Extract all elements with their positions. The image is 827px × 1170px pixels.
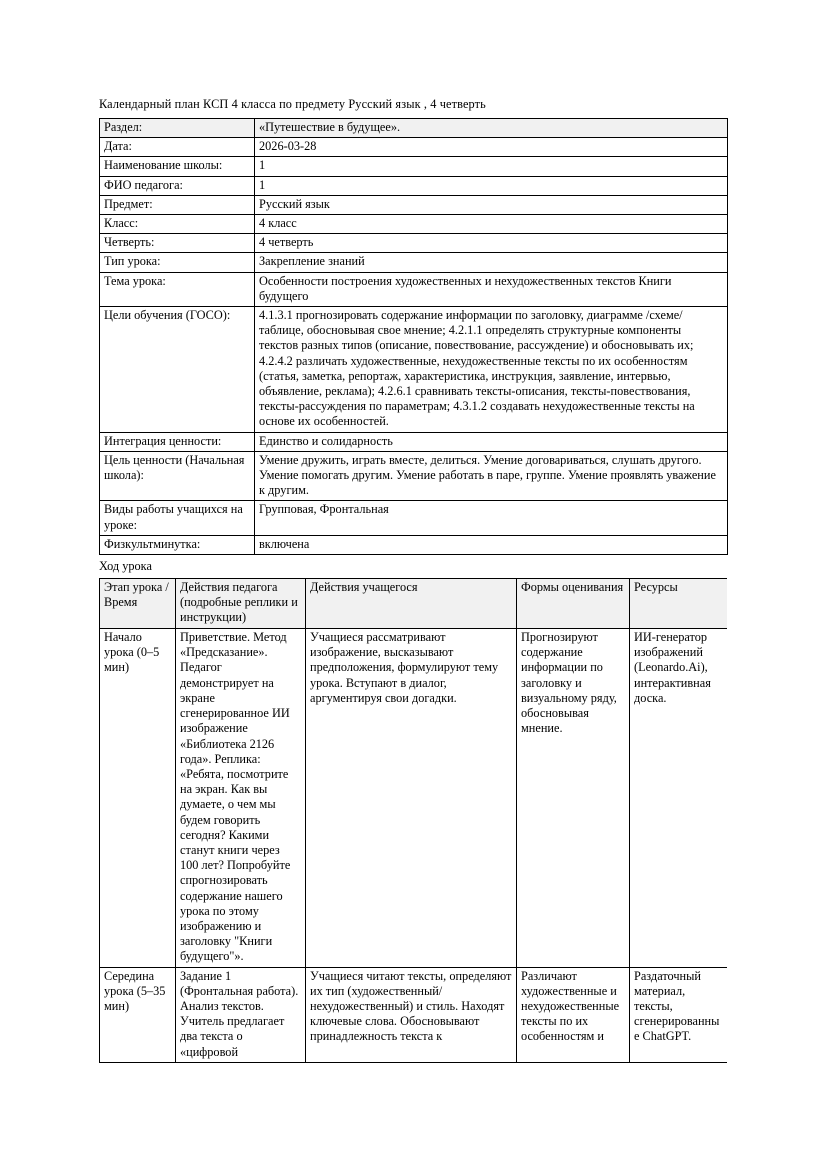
info-label: Физкультминутка: (100, 535, 255, 554)
info-value: Особенности построения художественных и нехудожественных текстов Книги будущего (255, 272, 728, 306)
info-value: Единство и солидарность (255, 432, 728, 451)
table-row (100, 234, 728, 253)
info-value: 4.1.3.1 прогнозировать содержание информации по заголовку, диаграмме /схеме/ таблице, обосновывая свое мнение; 4.2.1.1 определять структурные компоненты текстов разных типов (описание, повествование, рассуждение) и обосновывать их; 4.2.4.2 различать художественные, нехудожественные тексты по их особенностям (статья, заметка, репортаж, характеристика, инструкция, заявление, интервью, объявление, реклама); 4.2.6.1 сравнивать тексты-описания, тексты-повествования, тексты-рассуждения по параметрам; 4.3.1.2 создавать нехудожественные тексты на основе их особенностей. (255, 307, 728, 433)
info-label: Раздел: (100, 119, 255, 138)
info-label: Виды работы учащихся на уроке: (100, 501, 255, 535)
info-value: Умение дружить, играть вместе, делиться. Умение договариваться, слушать другого. Умение помогать другим. Умение работать в паре, группе. Умение проявлять уважение к другим. (255, 451, 728, 501)
lesson-flow-table (99, 578, 727, 1063)
info-value: 1 (255, 176, 728, 195)
table-row (100, 176, 728, 195)
info-label: Предмет: (100, 195, 255, 214)
table-header-row (100, 579, 728, 629)
cell-assessment: Различают художественные и нехудожественные тексты по их особенностям и (517, 967, 630, 1062)
info-value: 1 (255, 157, 728, 176)
table-row (100, 501, 728, 535)
info-label: Интеграция ценности: (100, 432, 255, 451)
info-value: включена (255, 535, 728, 554)
page-title: Календарный план КСП 4 класса по предмету Русский язык , 4 четверть (99, 97, 486, 111)
cell-resources: ИИ-генератор изображений (Leonardo.Ai), интерактивная доска. (630, 629, 728, 967)
section-heading-lesson-flow: Ход урока (99, 559, 152, 574)
info-value: Русский язык (255, 195, 728, 214)
cell-stage: Начало урока (0–5 мин) (100, 629, 176, 967)
info-label: Дата: (100, 138, 255, 157)
info-label: Цели обучения (ГОСО): (100, 307, 255, 433)
table-row (100, 535, 728, 554)
table-row (100, 451, 728, 501)
info-label: Цель ценности (Начальная школа): (100, 451, 255, 501)
col-header-stage: Этап урока / Время (100, 579, 176, 629)
table-row (100, 272, 728, 306)
col-header-resources: Ресурсы (630, 579, 728, 629)
info-label: Наименование школы: (100, 157, 255, 176)
info-label: Класс: (100, 215, 255, 234)
info-value: «Путешествие в будущее». (255, 119, 728, 138)
lesson-flow-head (100, 579, 728, 629)
lesson-flow-body (100, 629, 728, 1063)
table-row (100, 157, 728, 176)
lesson-flow-clip (99, 578, 727, 1063)
table-row (100, 629, 728, 967)
info-label: ФИО педагога: (100, 176, 255, 195)
info-value: Групповая, Фронтальная (255, 501, 728, 535)
col-header-student-actions: Действия учащегося (306, 579, 517, 629)
lesson-info-table (99, 118, 728, 555)
info-value: Закрепление знаний (255, 253, 728, 272)
info-value: 2026-03-28 (255, 138, 728, 157)
table-row (100, 215, 728, 234)
info-value: 4 четверть (255, 234, 728, 253)
info-value: 4 класс (255, 215, 728, 234)
info-label: Тип урока: (100, 253, 255, 272)
lesson-info-body (100, 119, 728, 555)
table-row (100, 195, 728, 214)
cell-teacher-actions: Задание 1 (Фронтальная работа). Анализ текстов. Учитель предлагает два текста о «цифровой (176, 967, 306, 1062)
table-row (100, 138, 728, 157)
table-row (100, 119, 728, 138)
table-row (100, 967, 728, 1062)
cell-stage: Середина урока (5–35 мин) (100, 967, 176, 1062)
cell-teacher-actions: Приветствие. Метод «Предсказание». Педагог демонстрирует на экране сгенерированное ИИ изображение «Библиотека 2126 года». Реплика: «Ребята, посмотрите на экран. Как вы думаете, о чем мы будем говорить сегодня? Какими станут книги через 100 лет? Попробуйте спрогнозировать содержание нашего урока по этому изображению и заголовку "Книги будущего"». (176, 629, 306, 967)
col-header-assessment-forms: Формы оценивания (517, 579, 630, 629)
cell-student-actions: Учащиеся рассматривают изображение, высказывают предположения, формулируют тему урока. Вступают в диалог, аргументируя свои догадки. (306, 629, 517, 967)
cell-assessment: Прогнозируют содержание информации по заголовку и визуальному ряду, обосновывая мнение. (517, 629, 630, 967)
cell-resources: Раздаточный материал, тексты, сгенерированные ChatGPT. (630, 967, 728, 1062)
cell-student-actions: Учащиеся читают тексты, определяют их тип (художественный/нехудожественный) и стиль. Находят ключевые слова. Обосновывают принадлежность текста к (306, 967, 517, 1062)
info-label: Четверть: (100, 234, 255, 253)
table-row (100, 253, 728, 272)
col-header-teacher-actions: Действия педагога (подробные реплики и инструкции) (176, 579, 306, 629)
table-row (100, 307, 728, 433)
info-label: Тема урока: (100, 272, 255, 306)
table-row (100, 432, 728, 451)
